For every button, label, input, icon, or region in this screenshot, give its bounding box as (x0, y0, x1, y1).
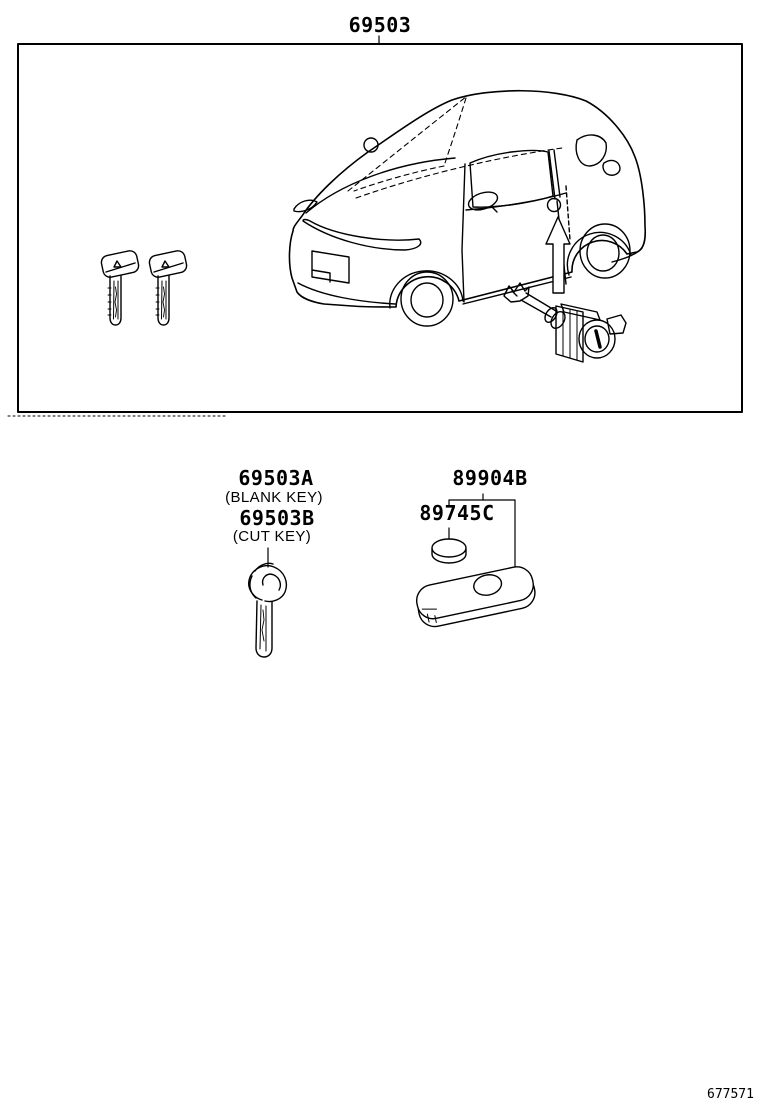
caption-cut-key: (CUT KEY) (232, 528, 312, 545)
assembly-box-frame (8, 44, 742, 416)
drawing-number: 677571 (707, 1087, 754, 1102)
battery-illustration (432, 539, 466, 563)
door-lock-cylinder-illustration (504, 283, 626, 362)
part-number-cut-key: 69503B (239, 506, 315, 530)
door-lock-position-circle (548, 199, 561, 212)
key-blank-pair-illustration (100, 249, 188, 325)
part-number-transmitter: 89904B (452, 466, 528, 490)
part-number-assembly: 69503 (348, 13, 412, 37)
windshield-projection-dashed-lines (348, 96, 562, 198)
cut-key-illustration (249, 563, 287, 657)
caption-blank-key: (BLANK KEY) (225, 489, 323, 506)
car-illustration (289, 91, 645, 326)
transmitter-illustration (414, 564, 538, 630)
part-number-transmitter-battery: 89745C (419, 501, 495, 525)
part-number-blank-key: 69503A (238, 466, 314, 490)
